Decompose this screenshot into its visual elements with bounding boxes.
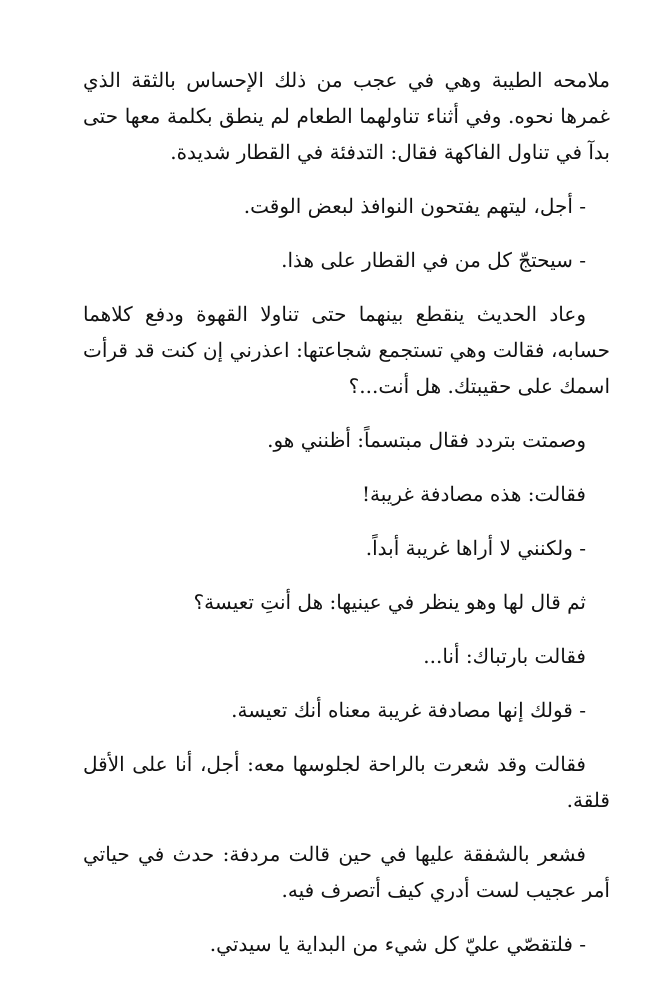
paragraph-7: فقالت وقد شعرت بالراحة لجلوسها معه: أجل، أنا على الأقل قلقة. — [83, 752, 610, 812]
dialogue-line-1: - أجل، ليتهم يفتحون النوافذ لبعض الوقت. — [243, 194, 586, 218]
dialogue-line-4: - قولك إنها مصادفة غريبة معناه أنك تعيسة. — [231, 698, 586, 722]
dialogue-line-2: - سيحتجّ كل من في القطار على هذا. — [281, 248, 586, 272]
paragraph-2: وعاد الحديث ينقطع بينهما حتى تناولا القهوة ودفع كلاهما حسابه، فقالت وهي تستجمع شجاعتها: اعذرني إن كنت قد قرأت اسمك على حقيبتك. هل أنت...؟ — [83, 302, 610, 398]
paragraph-1: ملامحه الطيبة وهي في عجب من ذلك الإحساس بالثقة الذي غمرها نحوه. وفي أثناء تناولهما الطعام لم ينطق بكلمة معها حتى بدآ في تناول الفاكهة فقال: التدفئة في القطار شديدة. — [83, 68, 611, 164]
dialogue-line-5: - فلتقصّي عليّ كل شيء من البداية يا سيدتي. — [209, 932, 586, 956]
paragraph-3: وصمتت بتردد فقال مبتسماً: أظنني هو. — [267, 428, 586, 452]
paragraph-6: فقالت بارتباك: أنا... — [423, 644, 586, 668]
dialogue-line-3: - ولكنني لا أراها غريبة أبداً. — [365, 536, 586, 560]
paragraph-5: ثم قال لها وهو ينظر في عينيها: هل أنتِ تعيسة؟ — [193, 590, 586, 614]
book-page — [83, 62, 610, 980]
paragraph-4: فقالت: هذه مصادفة غريبة! — [361, 482, 586, 506]
paragraph-8: فشعر بالشفقة عليها في حين قالت مردفة: حدث في حياتي أمر عجيب لست أدري كيف أتصرف فيه. — [83, 842, 610, 902]
